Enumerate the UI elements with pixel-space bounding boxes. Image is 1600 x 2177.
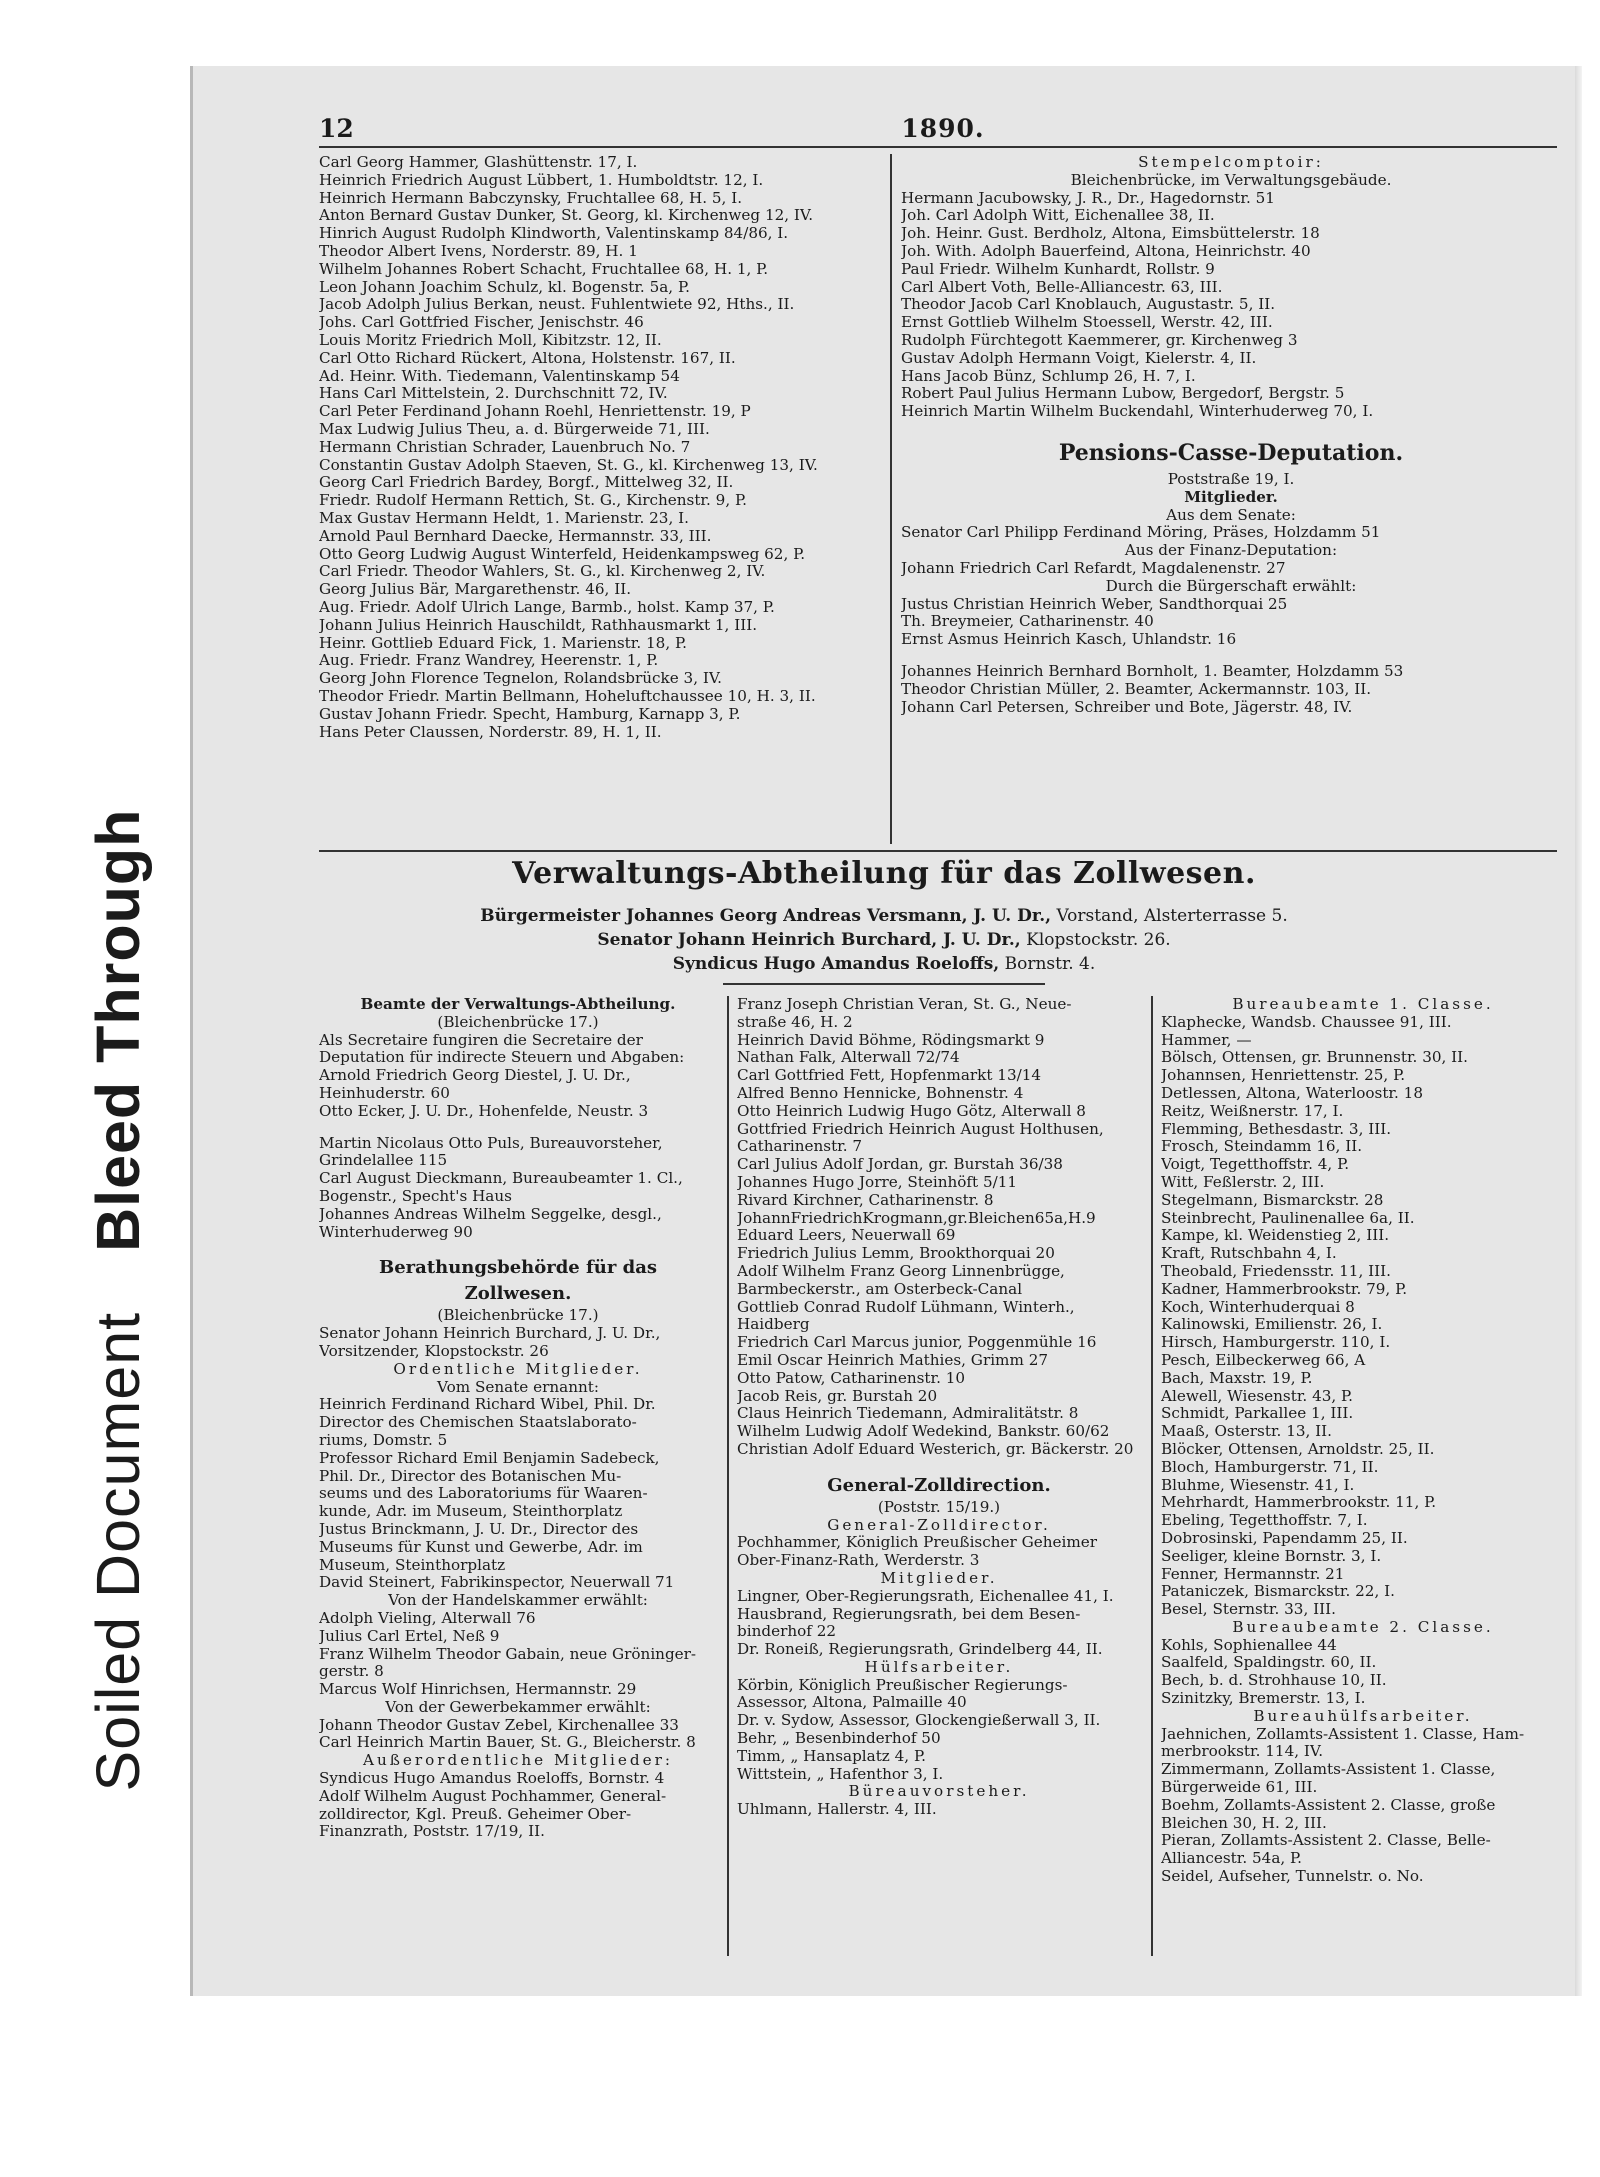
directory-entry: Joh. Carl Adolph Witt, Eichenallee 38, II.	[901, 207, 1215, 225]
directory-entry: Marcus Wolf Hinrichsen, Hermannstr. 29	[319, 1681, 637, 1699]
directory-entry: Ebeling, Tegetthoffstr. 7, I.	[1161, 1512, 1368, 1530]
directory-entry: Kraft, Rutschbahn 4, I.	[1161, 1245, 1337, 1263]
gz-members-list	[737, 1588, 1141, 1659]
directory-entry: Hermann Jacubowsky, J. R., Dr., Hagedornstr. 51	[901, 189, 1275, 207]
directory-entry: Hinrich August Rudolph Klindworth, Valentinskamp 84/86, I.	[319, 225, 789, 243]
directory-entry: Jaehnichen, Zollamts-Assistent 1. Classe, Ham-	[1161, 1725, 1525, 1743]
senate-label: Aus dem Senate:	[1166, 506, 1296, 524]
top-right-section	[901, 154, 1561, 716]
directory-entry: Wittstein, „ Hafenthor 3, I.	[737, 1765, 944, 1783]
directory-entry: Reitz, Weißnerstr. 17, I.	[1161, 1102, 1344, 1120]
directory-entry: Alliancestr. 54a, P.	[1161, 1850, 1303, 1868]
directory-entry: Saalfeld, Spaldingstr. 60, II.	[1161, 1654, 1377, 1672]
directory-entry: Johann Julius Heinrich Hauschildt, Rathhausmarkt 1, III.	[319, 616, 758, 634]
directory-entry: riums, Domstr. 5	[319, 1431, 448, 1449]
directory-entry: Hans Carl Mittelstein, 2. Durchschnitt 72, IV.	[319, 385, 668, 403]
col2-list	[737, 996, 1141, 1459]
directory-entry: Bleichen 30, H. 2, III.	[1161, 1814, 1327, 1832]
directory-entry: Pesch, Eilbeckerweg 66, A	[1161, 1351, 1366, 1369]
directory-entry: Th. Breymeier, Catharinenstr. 40	[901, 613, 1154, 631]
directory-entry: Grindelallee 115	[319, 1152, 448, 1170]
directory-entry: Hans Peter Claussen, Norderstr. 89, H. 1, II.	[319, 723, 662, 741]
directory-entry: Carl Georg Hammer, Glashüttenstr. 17, I.	[319, 154, 638, 171]
directory-entry: Aug. Friedr. Franz Wandrey, Heerenstr. 1, P.	[319, 652, 659, 670]
directory-entry: Heinrich David Böhme, Rödingsmarkt 9	[737, 1031, 1045, 1049]
directory-entry: Heinhuderstr. 60	[319, 1084, 450, 1102]
directory-entry: Jacob Reis, gr. Burstah 20	[737, 1387, 938, 1405]
directory-entry: Heinrich Hermann Babczynsky, Fruchtallee 68, H. 5, I.	[319, 189, 743, 207]
directory-entry: Mehrhardt, Hammerbrookstr. 11, P.	[1161, 1494, 1437, 1512]
directory-entry: Pieran, Zollamts-Assistent 2. Classe, Belle-	[1161, 1832, 1491, 1850]
directory-entry: Dr. v. Sydow, Assessor, Glockengießerwall 3, II.	[737, 1712, 1101, 1730]
directory-entry: Winterhuderweg 90	[319, 1223, 473, 1241]
finance-label: Aus der Finanz-Deputation:	[1124, 542, 1338, 560]
directory-entry: Arnold Friedrich Georg Diestel, J. U. Dr.,	[319, 1067, 631, 1085]
directory-entry: Ad. Heinr. With. Tiedemann, Valentinskamp 54	[319, 367, 680, 385]
handels-list	[319, 1610, 717, 1699]
directory-entry: Ober-Finanz-Rath, Werderstr. 3	[737, 1552, 980, 1570]
gz-members-label: Mitglieder.	[880, 1569, 998, 1587]
directory-entry: Alfred Benno Hennicke, Bohnenstr. 4	[737, 1084, 1024, 1102]
side-stamp	[83, 809, 153, 1792]
directory-entry: Deputation für indirecte Steuern und Abgaben:	[319, 1049, 685, 1067]
directory-entry: Johann Carl Petersen, Schreiber und Bote, Jägerstr. 48, IV.	[901, 698, 1353, 716]
directory-entry: Julius Carl Ertel, Neß 9	[319, 1627, 500, 1645]
stamp-bleed-through: Bleed Through	[84, 808, 152, 1252]
directory-entry: Senator Johann Heinrich Burchard, J. U. Dr.,	[319, 1325, 661, 1343]
directory-entry: Johannes Andreas Wilhelm Seggelke, desgl.,	[319, 1205, 662, 1223]
directory-entry: Besel, Sternstr. 33, III.	[1161, 1601, 1336, 1619]
directory-entry: Pataniczek, Bismarckstr. 22, I.	[1161, 1583, 1395, 1601]
directory-entry: Bech, b. d. Strohhause 10, II.	[1161, 1672, 1387, 1690]
directory-entry: Carl Peter Ferdinand Johann Roehl, Henriettenstr. 19, P	[319, 403, 751, 421]
directory-entry: Maaß, Osterstr. 13, II.	[1161, 1423, 1333, 1441]
directory-entry: Anton Bernard Gustav Dunker, St. Georg, kl. Kirchenweg 12, IV.	[319, 207, 814, 225]
directory-entry: Joh. With. Adolph Bauerfeind, Altona, Heinrichstr. 40	[901, 242, 1311, 260]
senate-members-list	[319, 1396, 717, 1592]
directory-entry: Arnold Paul Bernhard Daecke, Hermannstr. 33, III.	[319, 527, 712, 545]
pension-address: Poststraße 19, I.	[1167, 470, 1295, 488]
directory-entry: Friedr. Rudolf Hermann Rettich, St. G., Kirchenstr. 9, P.	[319, 492, 747, 510]
directory-entry: Adolph Vieling, Alterwall 76	[319, 1609, 536, 1627]
gz-director-list	[737, 1534, 1141, 1570]
directory-entry: Witt, Feßlerstr. 2, III.	[1161, 1173, 1325, 1191]
directory-entry: Max Gustav Hermann Heldt, 1. Marienstr. 23, I.	[319, 509, 689, 527]
pension-members-label: Mitglieder.	[1184, 488, 1278, 506]
directory-entry: Klaphecke, Wandsb. Chaussee 91, III.	[1161, 1013, 1452, 1031]
directory-entry: Theodor Jacob Carl Knoblauch, Augustastr. 5, II.	[901, 296, 1276, 314]
directory-entry: Carl August Dieckmann, Bureaubeamter 1. Cl.,	[319, 1170, 683, 1188]
directory-entry: Lingner, Ober-Regierungsrath, Eichenallee 41, I.	[737, 1587, 1114, 1605]
directory-entry: Georg Julius Bär, Margarethenstr. 46, II.	[319, 581, 632, 599]
directory-entry: Claus Heinrich Tiedemann, Admiralitätstr. 8	[737, 1405, 1079, 1423]
directory-entry: Theobald, Friedensstr. 11, III.	[1161, 1262, 1391, 1280]
leader-2: Senator Johann Heinrich Burchard, J. U. Dr., Klopstockstr. 26.	[597, 930, 1171, 950]
directory-entry: Otto Patow, Catharinenstr. 10	[737, 1369, 966, 1387]
gz-helpers-list	[737, 1677, 1141, 1784]
page-number: 12	[319, 114, 354, 143]
staff-list	[901, 663, 1561, 716]
directory-entry: Theodor Christian Müller, 2. Beamter, Ackermannstr. 103, II.	[901, 680, 1372, 698]
directory-entry: Johannes Hugo Jorre, Steinhöft 5/11	[737, 1173, 1018, 1191]
stempel-subtitle: Bleichenbrücke, im Verwaltungsgebäude.	[1070, 171, 1392, 189]
directory-entry: Paul Friedr. Wilhelm Kunhardt, Rollstr. 9	[901, 260, 1215, 278]
scanned-page	[190, 66, 1575, 1996]
directory-entry: Rudolph Fürchtegott Kaemmerer, gr. Kirchenweg 3	[901, 331, 1298, 349]
directory-entry: David Steinert, Fabrikinspector, Neuerwall 71	[319, 1574, 675, 1592]
directory-entry: Frosch, Steindamm 16, II.	[1161, 1138, 1363, 1156]
directory-entry: Barmbeckerstr., am Osterbeck-Canal	[737, 1280, 1023, 1298]
directory-entry: Ernst Gottlieb Wilhelm Stoessell, Werstr. 42, III.	[901, 314, 1273, 332]
directory-entry: Aug. Friedr. Adolf Ulrich Lange, Barmb., holst. Kamp 37, P.	[319, 598, 775, 616]
directory-entry: Bogenstr., Specht's Haus	[319, 1187, 512, 1205]
column-divider-2	[1151, 996, 1153, 1956]
beamte-list-2	[319, 1135, 717, 1242]
directory-entry: Fenner, Hermannstr. 21	[1161, 1565, 1345, 1583]
header-rule	[319, 146, 1557, 148]
directory-entry: Friedrich Julius Lemm, Brookthorquai 20	[737, 1245, 1055, 1263]
directory-entry: Behr, „ Besenbinderhof 50	[737, 1730, 941, 1748]
directory-entry: Carl Julius Adolf Jordan, gr. Burstah 36/38	[737, 1156, 1063, 1174]
directory-entry: Wilhelm Ludwig Adolf Wedekind, Bankstr. 60/62	[737, 1423, 1110, 1441]
directory-entry: Gustav Johann Friedr. Specht, Hamburg, Karnapp 3, P.	[319, 705, 741, 723]
stempel-title: Stempelcomptoir:	[1138, 154, 1324, 171]
directory-entry: Vorsitzender, Klopstockstr. 26	[319, 1342, 549, 1360]
top-column-divider	[890, 154, 892, 844]
directory-entry: Szinitzky, Bremerstr. 13, I.	[1161, 1690, 1366, 1708]
finance-member: Johann Friedrich Carl Refardt, Magdalenenstr. 27	[901, 559, 1286, 577]
directory-entry: Theodor Friedr. Martin Bellmann, Hoheluftchaussee 10, H. 3, II.	[319, 687, 816, 705]
directory-entry: Kampe, kl. Weidenstieg 2, III.	[1161, 1227, 1390, 1245]
gz-bureau-line: Uhlmann, Hallerstr. 4, III.	[737, 1801, 937, 1819]
directory-entry: Theodor Albert Ivens, Norderstr. 89, H. 1	[319, 242, 638, 260]
directory-entry: Bach, Maxstr. 19, P.	[1161, 1369, 1313, 1387]
directory-entry: Timm, „ Hansaplatz 4, P.	[737, 1747, 926, 1765]
directory-entry: Constantin Gustav Adolph Staeven, St. G., kl. Kirchenweg 13, IV.	[319, 456, 818, 474]
vom-senate-label: Vom Senate ernannt:	[437, 1378, 599, 1396]
directory-entry: Dobrosinski, Papendamm 25, II.	[1161, 1529, 1408, 1547]
directory-entry: Hirsch, Hamburgerstr. 110, I.	[1161, 1334, 1391, 1352]
directory-entry: Emil Oscar Heinrich Mathies, Grimm 27	[737, 1351, 1049, 1369]
directory-entry: Heinrich Martin Wilhelm Buckendahl, Winterhuderweg 70, I.	[901, 403, 1374, 421]
directory-entry: kunde, Adr. im Museum, Steinthorplatz	[319, 1503, 623, 1521]
directory-entry: Otto Georg Ludwig August Winterfeld, Heidenkampsweg 62, P.	[319, 545, 806, 563]
beamte-subtitle: (Bleichenbrücke 17.)	[437, 1013, 599, 1031]
directory-entry: Stegelmann, Bismarckstr. 28	[1161, 1191, 1384, 1209]
directory-entry: Museum, Steinthorplatz	[319, 1556, 506, 1574]
gz-title: General-Zolldirection.	[827, 1474, 1051, 1496]
directory-entry: Joh. Heinr. Gust. Berdholz, Altona, Eimsbüttelerstr. 18	[901, 225, 1320, 243]
directory-entry: Koch, Winterhuderquai 8	[1161, 1298, 1355, 1316]
directory-entry: Dr. Roneiß, Regierungsrath, Grindelberg 44, II.	[737, 1641, 1103, 1659]
gewerbe-list	[319, 1717, 717, 1753]
directory-entry: Johannsen, Henriettenstr. 25, P.	[1161, 1067, 1406, 1085]
directory-entry: binderhof 22	[737, 1623, 837, 1641]
directory-entry: Assessor, Altona, Palmaille 40	[737, 1694, 967, 1712]
ordentl-label: Ordentliche Mitglieder.	[393, 1360, 643, 1378]
gz-bureau-label: Büreauvorsteher.	[848, 1783, 1030, 1801]
directory-entry: Seidel, Aufseher, Tunnelstr. o. No.	[1161, 1868, 1424, 1886]
directory-entry: Jacob Adolph Julius Berkan, neust. Fuhlentwiete 92, Hths., II.	[319, 296, 795, 314]
directory-entry: Kalinowski, Emilienstr. 26, I.	[1161, 1316, 1383, 1334]
directory-entry: Adolf Wilhelm August Pochhammer, General-	[319, 1787, 667, 1805]
berath-title: Berathungsbehörde für das	[379, 1257, 657, 1279]
directory-entry: Louis Moritz Friedrich Moll, Kibitzstr. 12, II.	[319, 331, 662, 349]
pension-title: Pensions-Casse-Deputation.	[1058, 439, 1404, 466]
berath-subtitle: (Bleichenbrücke 17.)	[437, 1307, 599, 1325]
ausserord-label: Außerordentliche Mitglieder:	[363, 1752, 673, 1770]
directory-entry: Franz Wilhelm Theodor Gabain, neue Gröninger-	[319, 1645, 697, 1663]
directory-entry: Phil. Dr., Director des Botanischen Mu-	[319, 1467, 622, 1485]
b2-label: Bureaubeamte 2. Classe.	[1232, 1618, 1494, 1636]
directory-entry: Heinrich Friedrich August Lübbert, 1. Humboldtstr. 12, I.	[319, 171, 764, 189]
ausserord-list	[319, 1770, 717, 1841]
directory-entry: Max Ludwig Julius Theu, a. d. Bürgerweide 71, III.	[319, 420, 710, 438]
directory-entry: Otto Ecker, J. U. Dr., Hohenfelde, Neustr. 3	[319, 1102, 649, 1120]
directory-entry: Voigt, Tegetthoffstr. 4, P.	[1161, 1156, 1350, 1174]
directory-entry: Christian Adolf Eduard Westerich, gr. Bäckerstr. 20	[737, 1440, 1134, 1458]
directory-entry: Hammer, —	[1161, 1031, 1252, 1049]
directory-entry: Gottfried Friedrich Heinrich August Holthusen,	[737, 1120, 1104, 1138]
gz-helpers-label: Hülfsarbeiter.	[864, 1658, 1014, 1676]
directory-entry: Heinrich Ferdinand Richard Wibel, Phil. Dr.	[319, 1396, 656, 1414]
directory-entry: Georg John Florence Tegnelon, Rolandsbrücke 3, IV.	[319, 670, 722, 688]
directory-entry: JohannFriedrichKrogmann,gr.Bleichen65a,H.9	[737, 1209, 1096, 1227]
directory-entry: zolldirector, Kgl. Preuß. Geheimer Ober-	[319, 1805, 632, 1823]
bh-label: Bureauhülfsarbeiter.	[1253, 1707, 1473, 1725]
directory-entry: Finanzrath, Poststr. 17/19, II.	[319, 1823, 545, 1841]
directory-entry: Gustav Adolph Hermann Voigt, Kielerstr. 4, II.	[901, 349, 1257, 367]
main-title: Verwaltungs-Abtheilung für das Zollwesen.	[512, 856, 1256, 891]
stempel-list	[901, 190, 1561, 421]
directory-entry: Eduard Leers, Neuerwall 69	[737, 1227, 956, 1245]
directory-entry: Alewell, Wiesenstr. 43, P.	[1161, 1387, 1354, 1405]
directory-entry: Hans Jacob Bünz, Schlump 26, H. 7, I.	[901, 367, 1196, 385]
directory-entry: Nathan Falk, Alterwall 72/74	[737, 1049, 960, 1067]
directory-entry: Kadner, Hammerbrookstr. 79, P.	[1161, 1280, 1408, 1298]
directory-entry: Otto Heinrich Ludwig Hugo Götz, Alterwall 8	[737, 1102, 1086, 1120]
gz-address: (Poststr. 15/19.)	[877, 1498, 1001, 1516]
directory-entry: Ernst Asmus Heinrich Kasch, Uhlandstr. 16	[901, 631, 1237, 649]
directory-entry: Blöcker, Ottensen, Arnoldstr. 25, II.	[1161, 1440, 1435, 1458]
directory-entry: Syndicus Hugo Amandus Roeloffs, Bornstr. 4	[319, 1770, 665, 1788]
directory-entry: merbrookstr. 114, IV.	[1161, 1743, 1324, 1761]
directory-entry: Boehm, Zollamts-Assistent 2. Classe, große	[1161, 1796, 1496, 1814]
directory-entry: Hermann Christian Schrader, Lauenbruch No. 7	[319, 438, 691, 456]
leader-3: Syndicus Hugo Amandus Roeloffs, Bornstr. 4.	[672, 954, 1096, 974]
directory-entry: Zimmermann, Zollamts-Assistent 1. Classe,	[1161, 1761, 1496, 1779]
directory-entry: straße 46, H. 2	[737, 1013, 853, 1031]
column-2	[737, 996, 1141, 1819]
directory-entry: Wilhelm Johannes Robert Schacht, Fruchtallee 68, H. 1, P.	[319, 260, 769, 278]
citizen-label: Durch die Bürgerschaft erwählt:	[1105, 577, 1357, 595]
directory-entry: Director des Chemischen Staatslaborato-	[319, 1414, 637, 1432]
directory-entry: Johs. Carl Gottfried Fischer, Jenischstr. 46	[319, 314, 644, 332]
column-3	[1161, 996, 1565, 1886]
directory-entry: Georg Carl Friedrich Bardey, Borgf., Mittelweg 32, II.	[319, 474, 734, 492]
b1-list	[1161, 1014, 1565, 1619]
beamte-title: Beamte der Verwaltungs-Abtheilung.	[360, 996, 676, 1013]
directory-entry: Seeliger, kleine Bornstr. 3, I.	[1161, 1547, 1382, 1565]
directory-entry: Leon Johann Joachim Schulz, kl. Bogenstr. 5a, P.	[319, 278, 690, 296]
directory-entry: Bluhme, Wiesenstr. 41, I.	[1161, 1476, 1355, 1494]
directory-entry: Justus Christian Heinrich Weber, Sandthorquai 25	[901, 595, 1288, 613]
directory-entry: Heinr. Gottlieb Eduard Fick, 1. Marienstr. 18, P.	[319, 634, 687, 652]
directory-entry: gerstr. 8	[319, 1663, 384, 1681]
directory-entry: Rivard Kirchner, Catharinenstr. 8	[737, 1191, 994, 1209]
directory-entry: Steinbrecht, Paulinenallee 6a, II.	[1161, 1209, 1415, 1227]
beamte-list	[319, 1032, 717, 1121]
directory-entry: Martin Nicolaus Otto Puls, Bureauvorsteher,	[319, 1134, 663, 1152]
stamp-soiled-document: Soiled Document	[84, 1311, 152, 1792]
b2-list	[1161, 1637, 1565, 1708]
berath-title-2: Zollwesen.	[464, 1283, 572, 1305]
directory-entry: Körbin, Königlich Preußischer Regierungs-	[737, 1676, 1068, 1694]
column-1	[319, 996, 717, 1841]
directory-entry: Justus Brinckmann, J. U. Dr., Director des	[319, 1520, 639, 1538]
directory-entry: Pochhammer, Königlich Preußischer Geheimer	[737, 1534, 1097, 1552]
directory-entry: Catharinenstr. 7	[737, 1138, 863, 1156]
directory-entry: Museums für Kunst und Gewerbe, Adr. im	[319, 1538, 643, 1556]
directory-entry: Carl Otto Richard Rückert, Altona, Holstenstr. 167, II.	[319, 349, 736, 367]
directory-entry: Als Secretaire fungiren die Secretaire der	[319, 1031, 643, 1049]
citizen-list	[901, 596, 1561, 649]
column-divider-1	[727, 996, 729, 1956]
directory-entry: seums und des Laboratoriums für Waaren-	[319, 1485, 648, 1503]
leader-1: Bürgermeister Johannes Georg Andreas Versmann, J. U. Dr., Vorstand, Alsterterrasse 5.	[480, 906, 1288, 926]
directory-entry: Johannes Heinrich Bernhard Bornholt, 1. Beamter, Holzdamm 53	[901, 662, 1404, 680]
berath-list	[319, 1325, 717, 1361]
gewerbe-label: Von der Gewerbekammer erwählt:	[385, 1698, 651, 1716]
page-year: 1890.	[901, 114, 985, 143]
directory-entry: Adolf Wilhelm Franz Georg Linnenbrügge,	[737, 1262, 1065, 1280]
gz-director-label: General-Zolldirector.	[827, 1516, 1051, 1534]
top-left-list	[319, 154, 879, 741]
b1-label: Bureaubeamte 1. Classe.	[1232, 996, 1494, 1013]
directory-entry: Haidberg	[737, 1316, 810, 1334]
directory-entry: Franz Joseph Christian Veran, St. G., Neue-	[737, 996, 1072, 1013]
leaders-rule	[723, 983, 1045, 985]
directory-entry: Friedrich Carl Marcus junior, Poggenmühle 16	[737, 1334, 1097, 1352]
directory-entry: Gottlieb Conrad Rudolf Lühmann, Winterh.,	[737, 1298, 1075, 1316]
directory-entry: Kohls, Sophienallee 44	[1161, 1636, 1337, 1654]
handels-label: Von der Handelskammer erwählt:	[388, 1592, 648, 1610]
directory-entry: Carl Heinrich Martin Bauer, St. G., Bleicherstr. 8	[319, 1734, 696, 1752]
directory-entry: Detlessen, Altona, Waterloostr. 18	[1161, 1084, 1423, 1102]
directory-entry: Bürgerweide 61, III.	[1161, 1779, 1318, 1797]
directory-entry: Bölsch, Ottensen, gr. Brunnenstr. 30, II.	[1161, 1049, 1468, 1067]
directory-entry: Carl Friedr. Theodor Wahlers, St. G., kl. Kirchenweg 2, IV.	[319, 563, 766, 581]
directory-entry: Robert Paul Julius Hermann Lubow, Bergedorf, Bergstr. 5	[901, 385, 1345, 403]
directory-entry: Carl Gottfried Fett, Hopfenmarkt 13/14	[737, 1067, 1042, 1085]
directory-entry: Johann Theodor Gustav Zebel, Kirchenallee 33	[319, 1716, 679, 1734]
senate-member: Senator Carl Philipp Ferdinand Möring, Präses, Holzdamm 51	[901, 524, 1381, 542]
bh-list	[1161, 1726, 1565, 1886]
directory-entry: Bloch, Hamburgerstr. 71, II.	[1161, 1458, 1379, 1476]
directory-entry: Carl Albert Voth, Belle-Alliancestr. 63, III.	[901, 278, 1223, 296]
directory-entry: Hausbrand, Regierungsrath, bei dem Besen-	[737, 1605, 1081, 1623]
directory-entry: Flemming, Bethesdastr. 3, III.	[1161, 1120, 1392, 1138]
section-rule	[319, 850, 1557, 852]
directory-entry: Professor Richard Emil Benjamin Sadebeck,	[319, 1449, 660, 1467]
directory-entry: Schmidt, Parkallee 1, III.	[1161, 1405, 1354, 1423]
